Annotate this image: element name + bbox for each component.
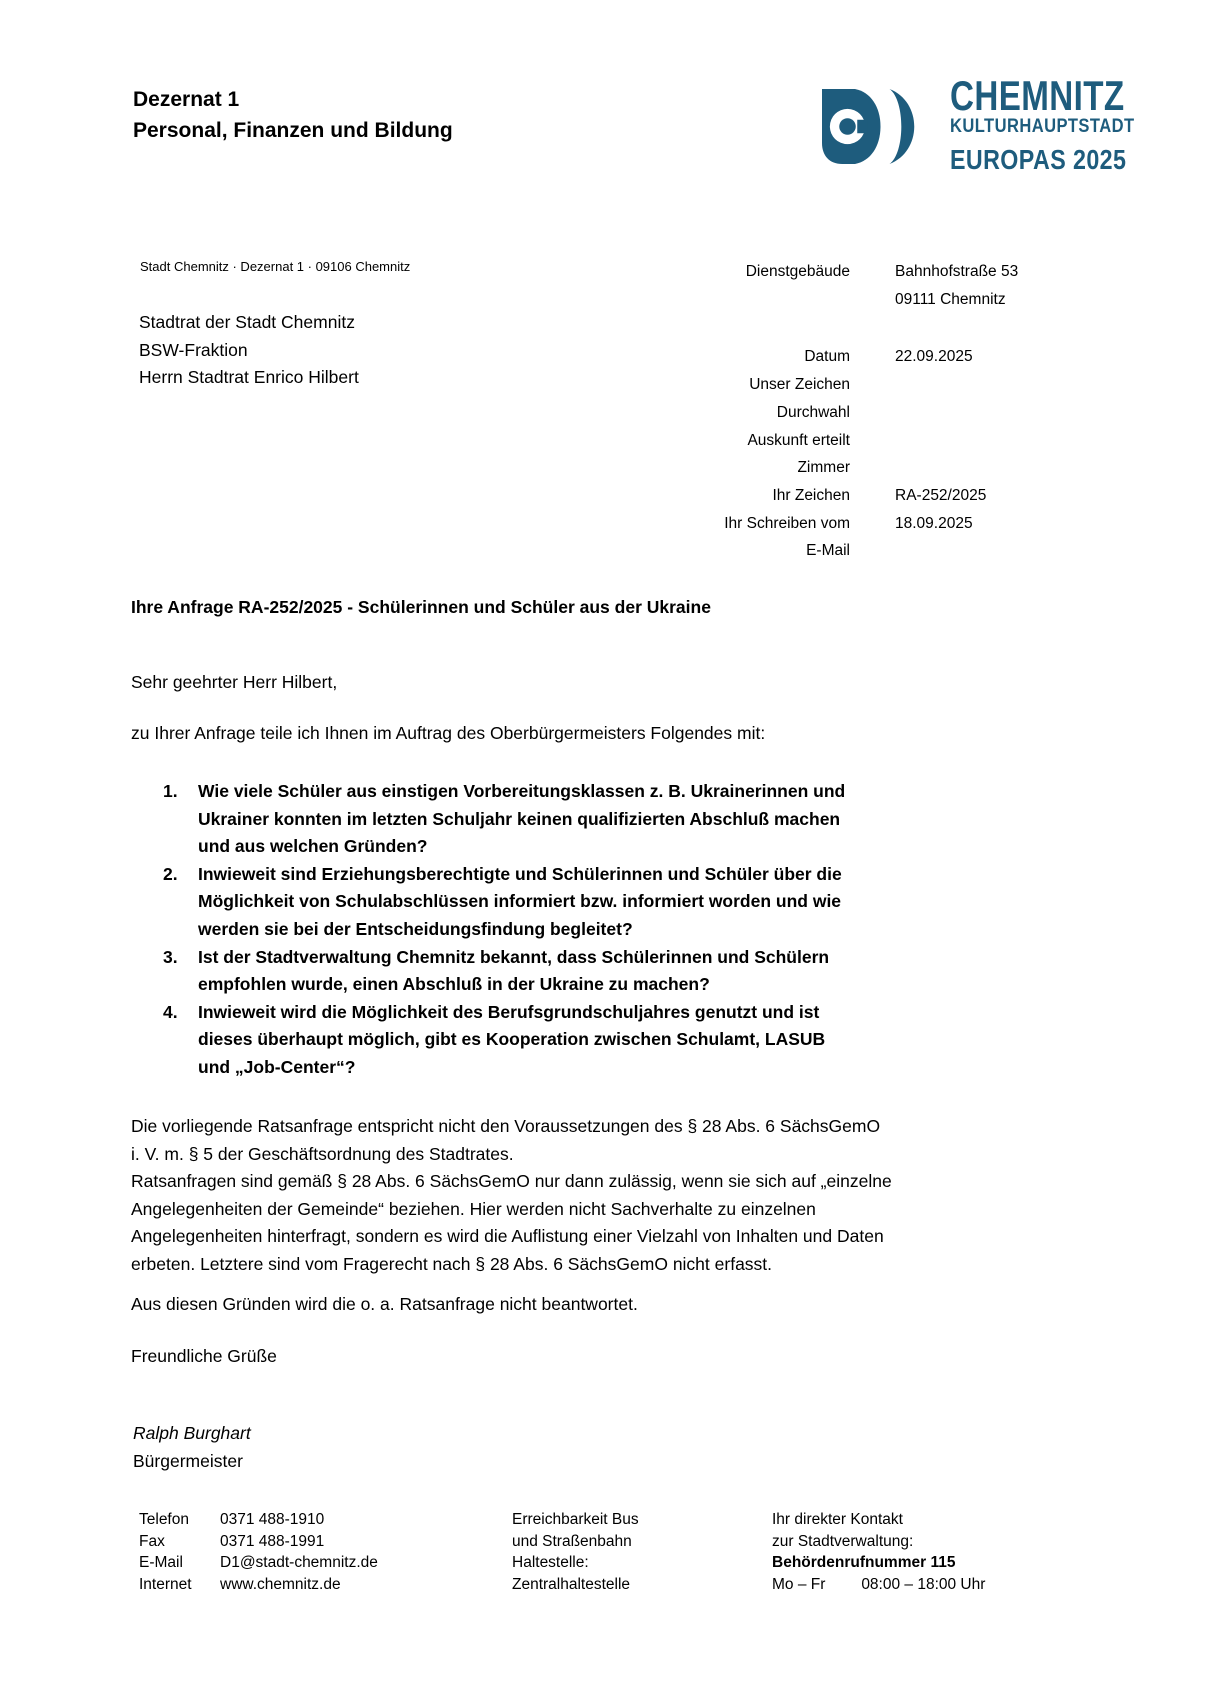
assessment-paragraph: Die vorliegende Ratsanfrage entspricht nicht den Voraussetzungen des § 28 Abs. 6 SächsGemO i. V. m. § 5 der Geschäftsordnung des Stadtrates. Ratsanfragen sind gemäß § 28 Abs. 6 SächsGemO nur dann zulässig, wenn sie sich auf „einzelne Angelegenheiten der Gemeinde“ beziehen. Hier werden nicht Sachverhalte zu einzelnen Angelegenheiten hinterfragt, sondern es wird die Auflistung einer Vielzahl von Inhalten und Daten erbeten. Letztere sind vom Fragerecht nach § 28 Abs. 6 SächsGemO nicht erfasst.: [131, 1116, 892, 1274]
footer-row-internet: [139, 1574, 378, 1596]
department-line1: Dezernat 1: [133, 88, 240, 111]
logo-subtitle-2: EUROPAS 2025: [950, 144, 1127, 175]
direct-hours-days: Mo – Fr: [772, 1575, 826, 1593]
meta-row-unser-zeichen: [640, 371, 1185, 399]
meta-row-datum: [640, 343, 1185, 371]
footer-label: Internet: [139, 1575, 192, 1593]
question-list: [131, 778, 1111, 1082]
question-number: 1.: [163, 781, 178, 801]
meta-label: Auskunft erteilt: [747, 431, 850, 449]
meta-row-durchwahl: [640, 399, 1185, 427]
question-number: 3.: [163, 946, 178, 967]
question-text: Inwieweit wird die Möglichkeit des Berufsgrundschuljahres genutzt und ist dieses überhaupt möglich, gibt es Kooperation zwischen Schulamt, LASUB und „Job-Center“?: [198, 1001, 826, 1077]
footer-value: www.chemnitz.de: [220, 1575, 341, 1593]
meta-value: 22.09.2025: [895, 348, 973, 366]
footer-label: Telefon: [139, 1511, 189, 1528]
chemnitz-logo-icon: [822, 79, 918, 179]
recipient-line3: Herrn Stadtrat Enrico Hilbert: [139, 367, 359, 387]
recipient-address: [139, 309, 359, 392]
meta-label: Ihr Schreiben vom: [724, 514, 850, 532]
subject-line: Ihre Anfrage RA-252/2025 - Schülerinnen und Schüler aus der Ukraine: [131, 597, 711, 617]
meta-label: Ihr Zeichen: [772, 486, 850, 504]
signer-name: Ralph Burghart: [133, 1423, 251, 1443]
meta-row-dienstgebaeude: [640, 258, 1185, 286]
meta-label: [640, 286, 850, 314]
footer-row-telefon: [139, 1509, 378, 1531]
question-number: 2.: [163, 863, 178, 884]
question-item-4: [131, 999, 1111, 1082]
question-text: Inwieweit sind Erziehungsberechtigte und Schülerinnen und Schüler über die Möglichkeit von Schulabschlüssen informiert bzw. informiert worden und wie werden sie bei der Entscheidungsfindung begleitet?: [198, 863, 842, 939]
question-item-2: [131, 861, 1111, 944]
meta-label: Unser Zeichen: [749, 376, 850, 394]
meta-value: [895, 427, 1185, 455]
conclusion-paragraph: Aus diesen Gründen wird die o. a. Ratsanfrage nicht beantwortet.: [131, 1294, 638, 1314]
direct-hours-row: [772, 1574, 985, 1596]
question-text: Wie viele Schüler aus einstigen Vorbereitungsklassen z. B. Ukrainerinnen und Ukrainer konnten im letzten Schuljahr keinen qualifizierten Abschluß machen und aus welchen Gründen?: [198, 781, 846, 857]
meta-row-dienstgebaeude-2: [640, 286, 1185, 314]
meta-row-ihr-schreiben: [640, 510, 1185, 538]
meta-value: RA-252/2025: [895, 486, 987, 504]
salutation: Sehr geehrter Herr Hilbert,: [131, 672, 338, 692]
meta-value: 18.09.2025: [895, 514, 973, 532]
footer-direct-contact-column: [772, 1509, 985, 1595]
meta-value: [895, 399, 1185, 427]
direct-hotline: Behördenrufnummer 115: [772, 1554, 956, 1572]
closing-greeting: Freundliche Grüße: [131, 1346, 277, 1366]
transit-line4: Zentralhaltestelle: [512, 1575, 631, 1593]
transit-line1: Erreichbarkeit Bus: [512, 1511, 639, 1528]
footer-value: 0371 488-1991: [220, 1532, 325, 1550]
sender-return-address: Stadt Chemnitz · Dezernat 1 · 09106 Chemnitz: [140, 259, 411, 274]
meta-label: Zimmer: [797, 459, 850, 477]
recipient-line2: BSW-Fraktion: [139, 339, 248, 360]
transit-line3: Haltestelle:: [512, 1554, 589, 1572]
question-number: 4.: [163, 1001, 178, 1022]
department-heading: [133, 84, 453, 146]
department-line2: Personal, Finanzen und Bildung: [133, 119, 453, 142]
meta-value: Bahnhofstraße 53: [895, 263, 1019, 280]
meta-row-auskunft: [640, 427, 1185, 455]
footer-value: 0371 488-1910: [220, 1511, 325, 1528]
meta-label: Datum: [804, 348, 850, 366]
logo-subtitle-1: KULTURHAUPTSTADT: [950, 116, 1135, 137]
meta-row-email: [640, 537, 1185, 565]
question-item-1: [131, 778, 1111, 861]
transit-line2: und Straßenbahn: [512, 1532, 632, 1550]
direct-hours-time: 08:00 – 18:00 Uhr: [861, 1575, 986, 1593]
meta-label: E-Mail: [806, 542, 850, 560]
logo-wordmark: CHEMNITZ: [950, 72, 1125, 119]
meta-value: 09111 Chemnitz: [895, 290, 1006, 308]
direct-line1: Ihr direkter Kontakt: [772, 1511, 903, 1528]
meta-row-zimmer: [640, 454, 1185, 482]
question-item-3: [131, 944, 1111, 999]
meta-label: Dienstgebäude: [745, 263, 850, 280]
intro-paragraph: zu Ihrer Anfrage teile ich Ihnen im Auftrag des Oberbürgermeisters Folgendes mit:: [131, 723, 766, 743]
direct-line2: zur Stadtverwaltung:: [772, 1532, 914, 1550]
signature-block: [133, 1420, 251, 1475]
footer-contact-column: [139, 1509, 378, 1595]
footer-label: Fax: [139, 1532, 165, 1550]
letter-meta-block: [640, 258, 1185, 565]
meta-value: [895, 537, 1185, 565]
meta-value: [895, 371, 1185, 399]
recipient-line1: Stadtrat der Stadt Chemnitz: [139, 312, 355, 332]
footer-row-fax: [139, 1531, 378, 1553]
meta-label: Durchwahl: [776, 403, 850, 421]
footer-label: E-Mail: [139, 1554, 183, 1572]
footer-transit-column: [512, 1509, 639, 1595]
meta-value: [895, 454, 1185, 482]
footer-row-email: [139, 1552, 378, 1574]
footer-value: D1@stadt-chemnitz.de: [220, 1554, 378, 1572]
meta-row-ihr-zeichen: [640, 482, 1185, 510]
signer-title: Bürgermeister: [133, 1450, 243, 1471]
question-text: Ist der Stadtverwaltung Chemnitz bekannt, dass Schülerinnen und Schülern empfohlen wurde, einen Abschluß in der Ukraine zu machen?: [198, 946, 830, 995]
